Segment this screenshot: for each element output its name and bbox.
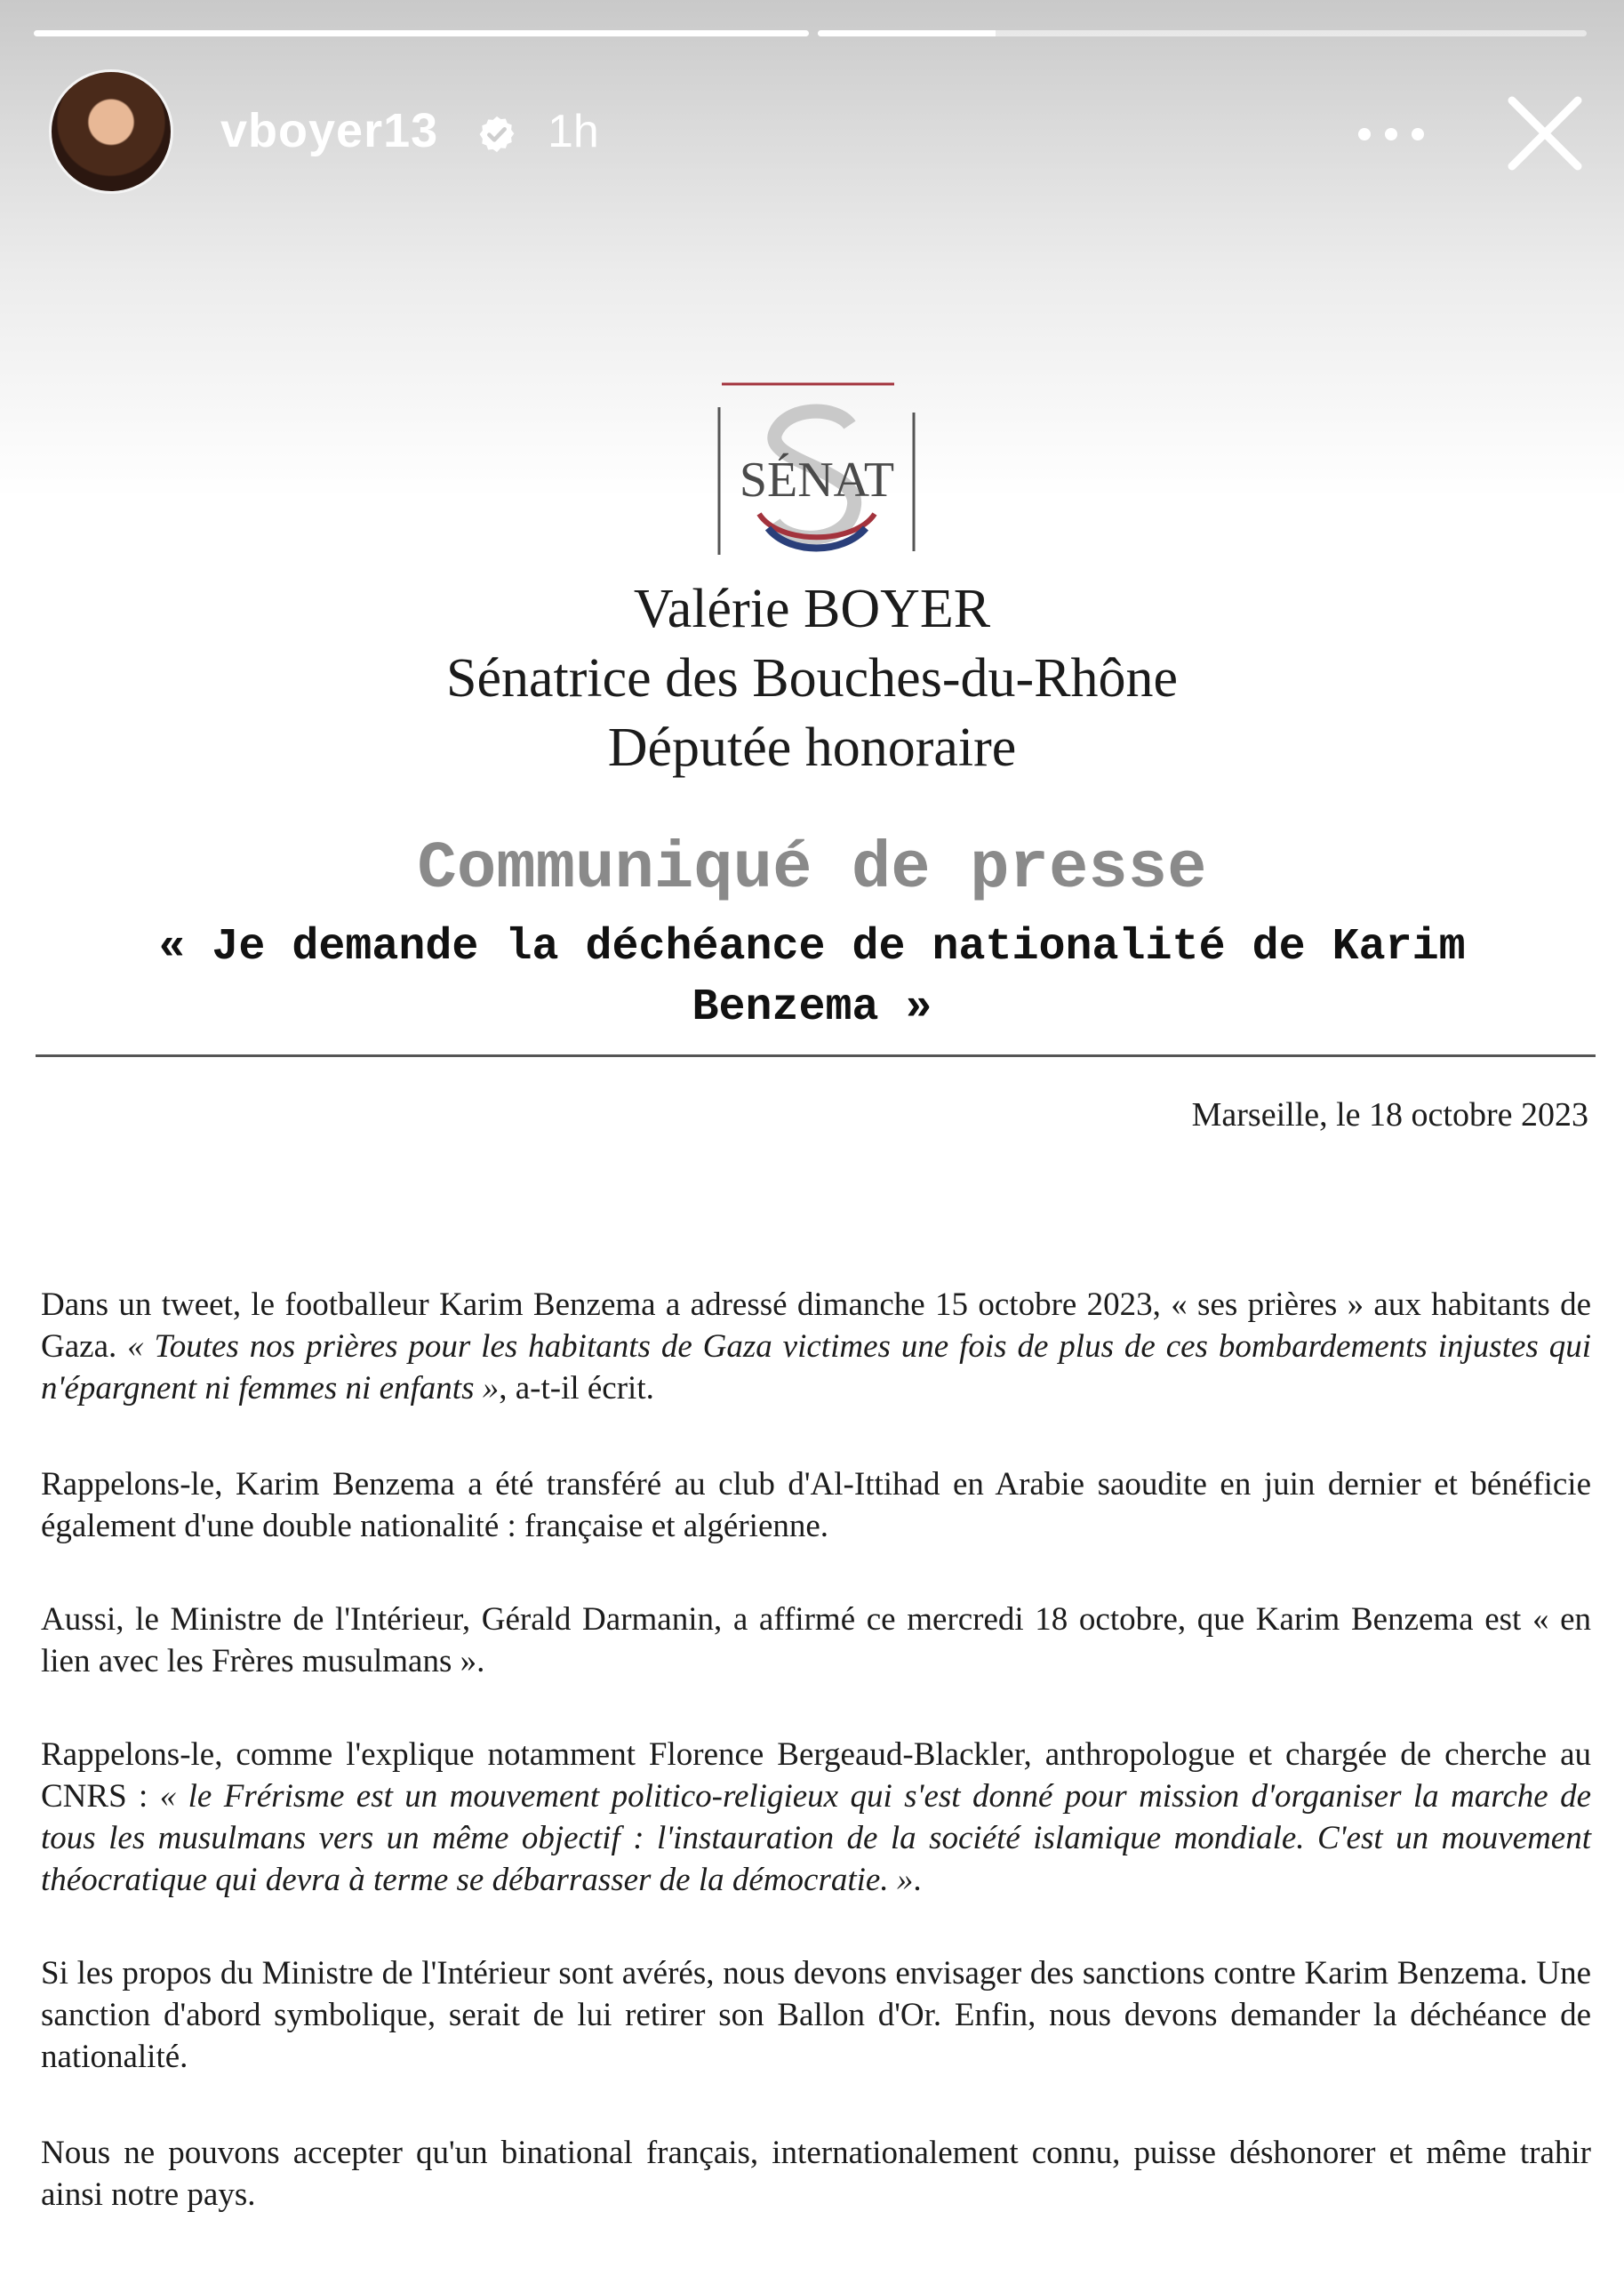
paragraph-4 (41, 1734, 1591, 1901)
paragraph-4-text-a: Rappelons-le, comme l'explique notamment Florence Bergeaud-Blackler, anthropologue et chargée de cherche au CNRS : (41, 1736, 1591, 1815)
paragraph-5: Si les propos du Ministre de l'Intérieur sont avérés, nous devons envisager des sanctions contre Karim Benzema. Une sanction d'abord symbolique, serait de lui retirer son Ballon d'Or. Enfin, nous devons demander la déchéance de nationalité. (41, 1955, 1591, 2075)
press-release-subtitle: « Je demande la déchéance de nationalité de Karim Benzema » (158, 922, 1466, 1033)
more-options-icon[interactable] (1356, 124, 1427, 144)
paragraph-6: Nous ne pouvons accepter qu'un binational français, internationalement connu, puisse déshonorer et même trahir ainsi notre pays. (41, 2135, 1591, 2213)
story-progress-fill (818, 30, 996, 36)
press-release-title: Communiqué de presse (417, 832, 1207, 907)
verified-badge-icon (476, 114, 517, 155)
sender-name: Valérie BOYER (633, 579, 991, 639)
press-release-date: Marseille, le 18 octobre 2023 (1191, 1096, 1588, 1134)
story-progress-segment-1 (34, 30, 809, 36)
paragraph-2: Rappelons-le, Karim Benzema a été transféré au club d'Al-Ittihad en Arabie saoudite en juin dernier et bénéficie également d'une double nationalité : française et algérienne. (41, 1466, 1591, 1544)
paragraph-1-quote: « Toutes nos prières pour les habitants de Gaza victimes une fois de plus de ces bombardements injustes qui n'épargnent ni femmes ni enfants » (41, 1328, 1591, 1406)
paragraph-1-text-a: Dans un tweet, le footballeur Karim Benzema a adressé dimanche 15 octobre 2023, « ses prières » aux habitants de Gaza. (41, 1286, 1591, 1365)
paragraph-4-text-b: . (913, 1862, 922, 1898)
sender-role: Sénatrice des Bouches-du-Rhône (446, 648, 1178, 709)
profile-avatar[interactable] (49, 69, 173, 194)
senat-logo (716, 381, 917, 571)
story-progress-segment-2 (818, 30, 1587, 36)
story-time-ago: 1h (548, 106, 599, 157)
senat-logo-text: SÉNAT (739, 453, 895, 508)
paragraph-1 (41, 1284, 1591, 1409)
paragraph-4-quote: « le Frérisme est un mouvement politico-religieux qui s'est donné pour mission d'organiser la marche de tous les musulmans vers un même objectif : l'instauration de la société islamique mondiale. C'est un mouvement théocratique qui devra à terme se débarrasser de la démocratie. » (41, 1778, 1591, 1898)
sender-honorary-title: Députée honoraire (607, 717, 1017, 778)
header-divider (36, 1054, 1596, 1057)
paragraph-3: Aussi, le Ministre de l'Intérieur, Gérald Darmanin, a affirmé ce mercredi 18 octobre, que Karim Benzema est « en lien avec les Frères musulmans ». (41, 1601, 1591, 1679)
story-username[interactable]: vboyer13 (220, 104, 439, 157)
close-icon[interactable] (1505, 93, 1585, 173)
paragraph-1-text-b: , a-t-il écrit. (499, 1370, 654, 1406)
